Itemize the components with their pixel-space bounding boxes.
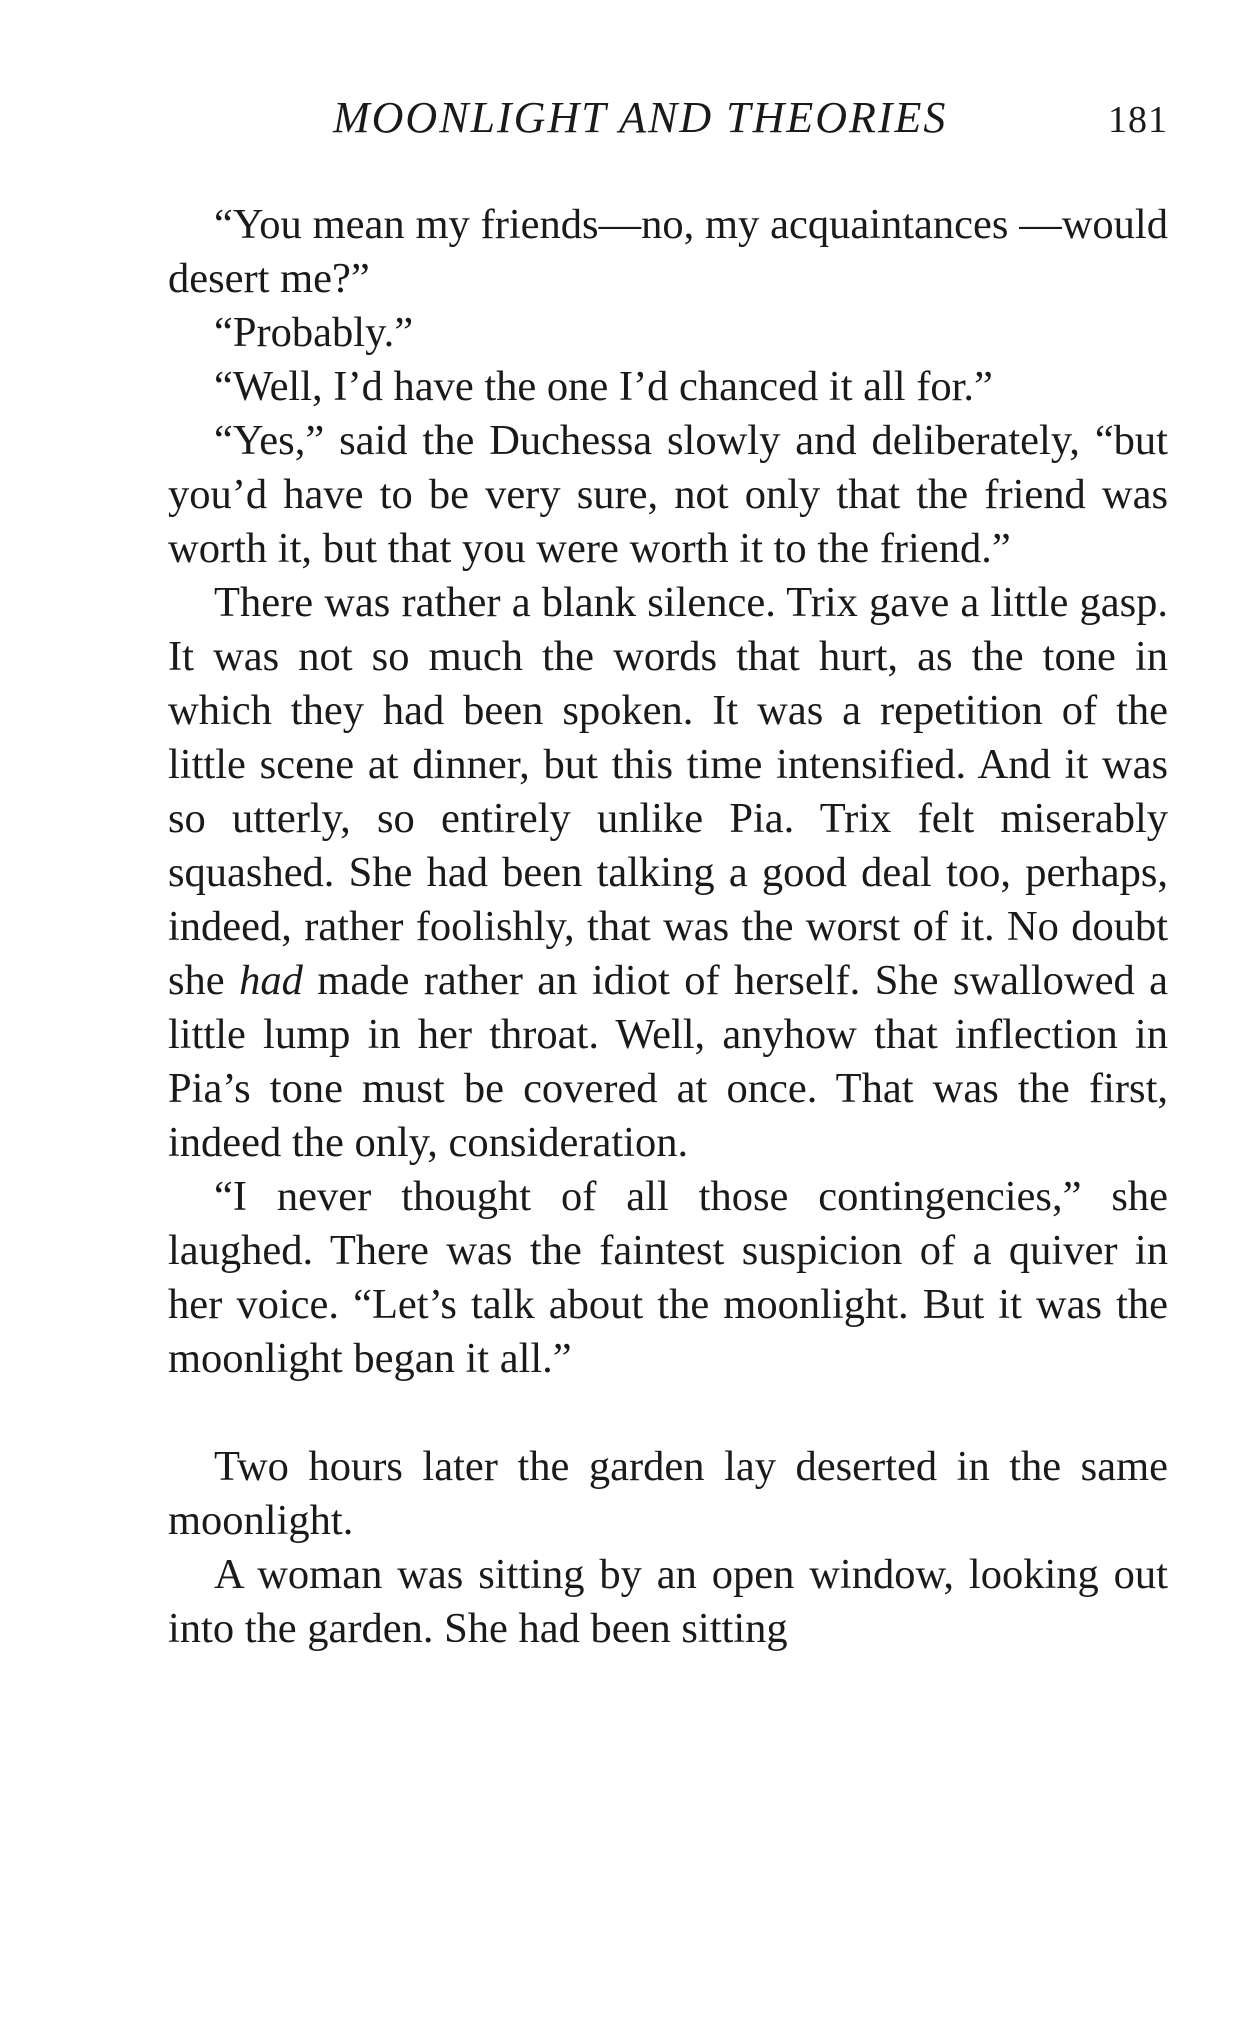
paragraph: “I never thought of all those contingencies,” she laughed. There was the faintest suspicion of a quiver in her voice. “Let’s talk about the moonlight. But it was the moonlight began it all.” <box>168 1173 1168 1382</box>
running-title: MOONLIGHT AND THEORIES <box>333 93 948 142</box>
paragraph <box>168 576 1168 1170</box>
paragraph: “You mean my friends—no, my acquaintances —would desert me?” <box>168 201 1168 302</box>
paragraph: Two hours later the garden lay deserted in the same moonlight. <box>168 1443 1168 1544</box>
paragraph-text: There was rather a blank silence. Trix gave a little gasp. It was not so much the words that hurt, as the tone in which they had been spoken. It was a repetition of the little scene at dinner, but this time intensified. And it was so utterly, so entirely unlike Pia. Trix felt miserably squashed. She had been talking a good deal too, perhaps, indeed, rather foolishly, that was the worst of it. No doubt she <box>168 579 1168 1004</box>
body-text <box>168 198 1168 1656</box>
paragraph: “Yes,” said the Duchessa slowly and deliberately, “but you’d have to be very sure, not only that the friend was worth it, but that you were worth it to the friend.” <box>168 417 1168 572</box>
paragraph: “Well, I’d have the one I’d chanced it all for.” <box>214 363 993 410</box>
emphasized-word: had <box>239 957 303 1004</box>
paragraph: A woman was sitting by an open window, looking out into the garden. She had been sitting <box>168 1551 1168 1652</box>
running-head <box>168 92 1168 152</box>
page-number: 181 <box>1108 99 1168 141</box>
paragraph: “Probably.” <box>214 309 414 356</box>
paragraph-text: made rather an idiot of herself. She swallowed a little lump in her throat. Well, anyhow that inflection in Pia’s tone must be covered at once. That was the first, indeed the only, consideration. <box>168 957 1168 1166</box>
